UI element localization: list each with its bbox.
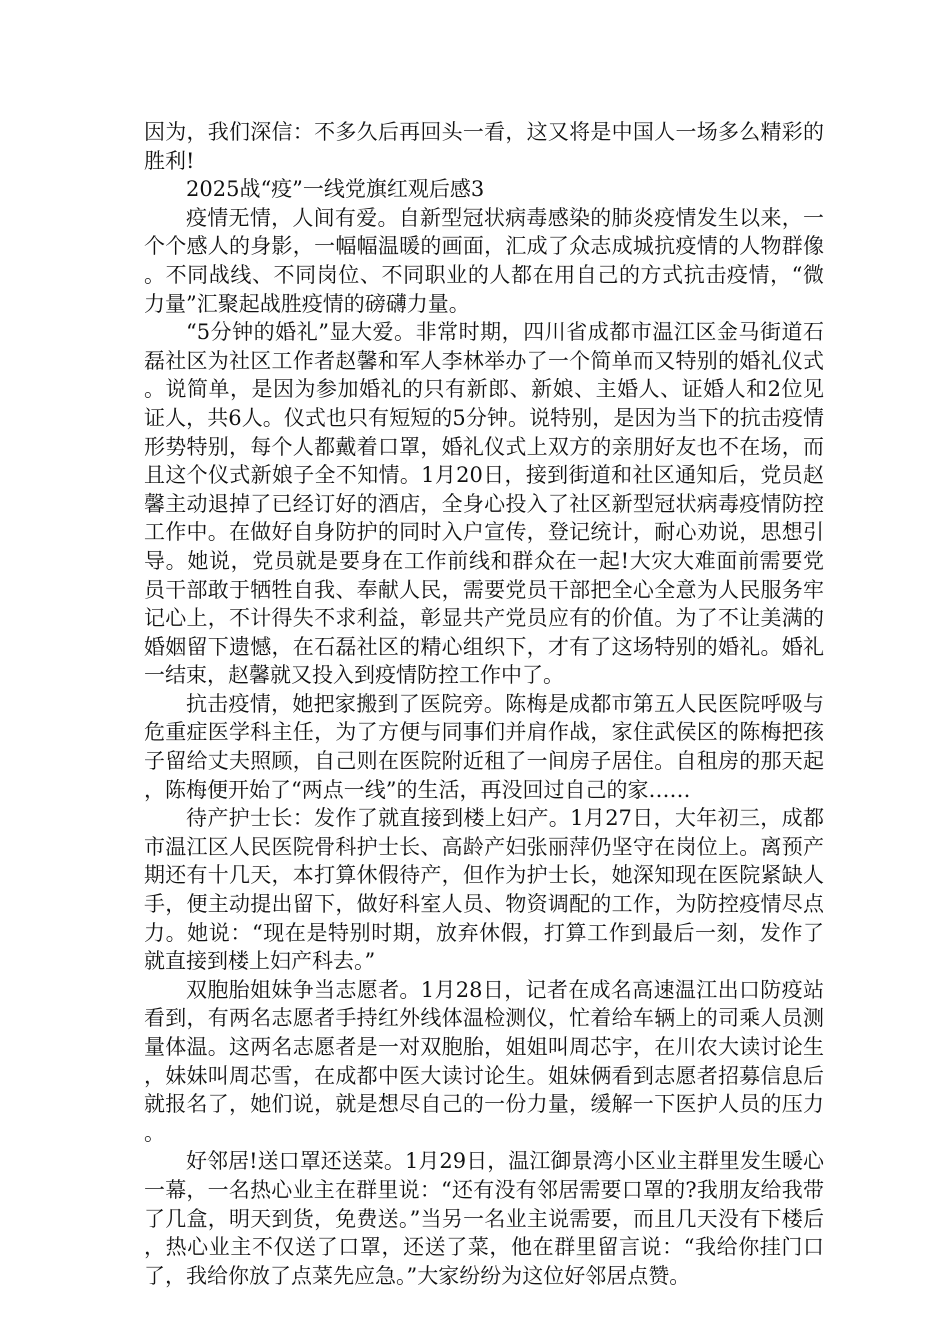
paragraph-good-neighbor: 好邻居!送口罩还送菜。1月29日，温江御景湾小区业主群里发生暖心一幕，一名热心业主在群里说：“还有没有邻居需要口罩的?我朋友给我带了几盒，明天到货，免费送。”当另一名业主说需要，而且几天没有下楼后，热心业主不仅送了口罩，还送了菜，他在群里留言说：“我给你挂门口了，我给你放了点菜先应急。”大家纷纷为这位好邻居点赞。 <box>144 1149 824 1288</box>
paragraph-wedding: “5分钟的婚礼”显大爱。非常时期，四川省成都市温江区金马街道石磊社区为社区工作者赵馨和军人李林举办了一个简单而又特别的婚礼仪式。说简单，是因为参加婚礼的只有新郎、新娘、主婚人、证婚人和2位见证人，共6人。仪式也只有短短的5分钟。说特别，是因为当下的抗击疫情形势特别，每个人都戴着口罩，婚礼仪式上双方的亲朋好友也不在场，而且这个仪式新娘子全不知情。1月20日，接到街道和社区通知后，党员赵馨主动退掉了已经订好的酒店，全身心投入了社区新型冠状病毒疫情防控工作中。在做好自身防护的同时入户宣传，登记统计，耐心劝说，思想引导。她说，党员就是要身在工作前线和群众在一起!大灾大难面前需要党员干部敢于牺牲自我、奉献人民，需要党员干部把全心全意为人民服务牢记心上，不计得失不求利益，彰显共产党员应有的价值。为了不让美满的婚姻留下遗憾，在石磊社区的精心组织下，才有了这场特别的婚礼。婚礼一结束，赵馨就又投入到疫情防控工作中了。 <box>144 320 824 688</box>
paragraph-twin-volunteers: 双胞胎姐妹争当志愿者。1月28日，记者在成名高速温江出口防疫站看到，有两名志愿者手持红外线体温检测仪，忙着给车辆上的司乘人员测量体温。这两名志愿者是一对双胞胎，姐姐叫周芯宇，在川农大读讨论生，妹妹叫周芯雪，在成都中医大读讨论生。姐妹俩看到志愿者招募信息后就报名了，她们说，就是想尽自己的一份力量，缓解一下医护人员的压力。 <box>144 977 824 1145</box>
paragraph-intro: 疫情无情，人间有爱。自新型冠状病毒感染的肺炎疫情发生以来，一个个感人的身影，一幅幅温暖的画面，汇成了众志成城抗疫情的人物群像。不同战线、不同岗位、不同职业的人都在用自己的方式抗击疫情，“微力量”汇聚起战胜疫情的磅礴力量。 <box>144 205 824 316</box>
document-page <box>144 118 824 1290</box>
section-heading: 2025战“疫”一线党旗红观后感3 <box>186 177 485 202</box>
paragraph-closing-line: 因为，我们深信：不多久后再回头一看，这又将是中国人一场多么精彩的胜利! <box>144 120 824 173</box>
paragraph-head-nurse: 待产护士长：发作了就直接到楼上妇产。1月27日，大年初三，成都市温江区人民医院骨科护士长、高龄产妇张丽萍仍坚守在岗位上。离预产期还有十几天，本打算休假待产，但作为护士长，她深知现在医院紧缺人手，便主动提出留下，做好科室人员、物资调配的工作，为防控疫情尽点力。她说：“现在是特别时期，放弃休假，打算工作到最后一刻，发作了就直接到楼上妇产科去。” <box>144 806 824 974</box>
paragraph-hospital-home: 抗击疫情，她把家搬到了医院旁。陈梅是成都市第五人民医院呼吸与危重症医学科主任，为了方便与同事们并肩作战，家住武侯区的陈梅把孩子留给丈夫照顾，自己则在医院附近租了一间房子居住。自租房的那天起，陈梅便开始了“两点一线”的生活，再没回过自己的家…… <box>144 691 824 802</box>
